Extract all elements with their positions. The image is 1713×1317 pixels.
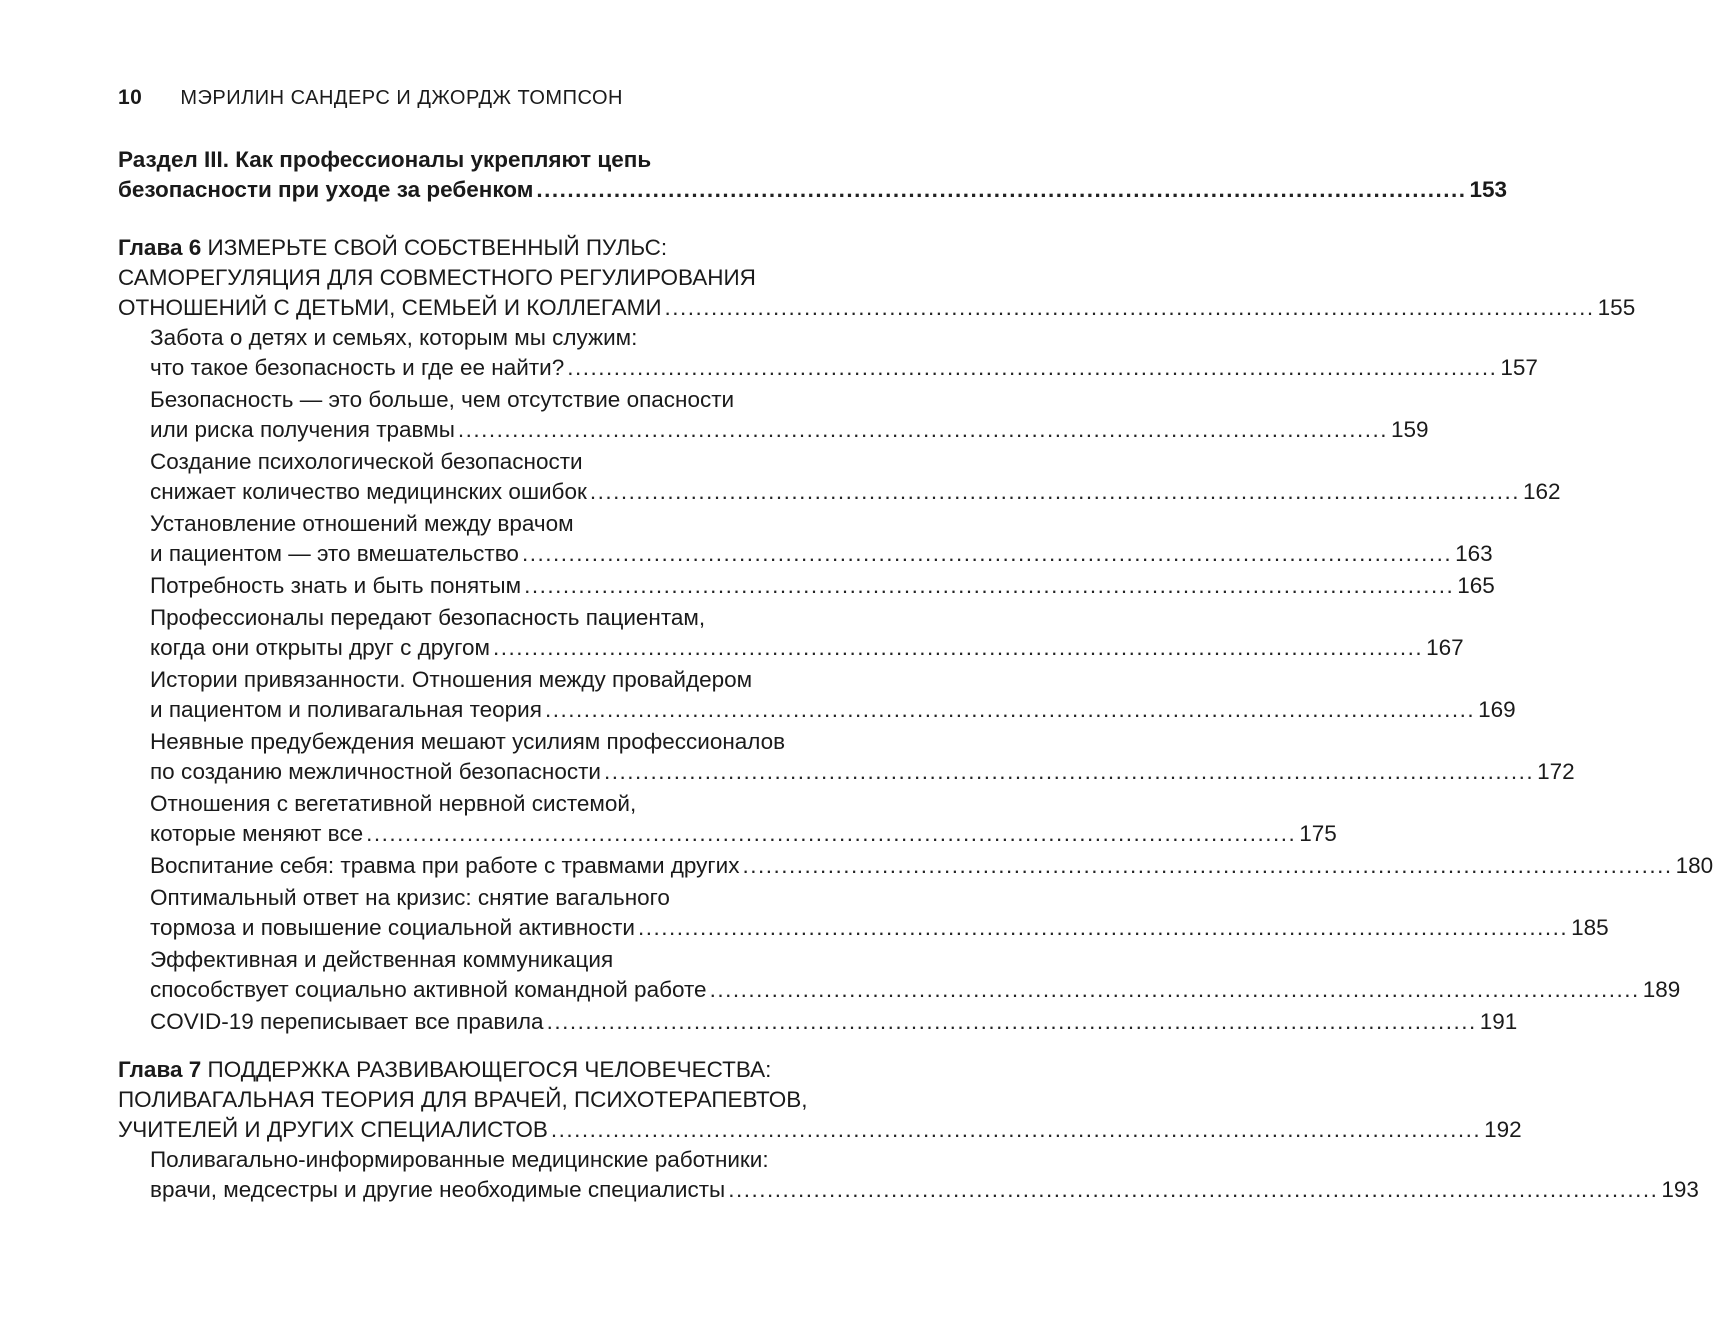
leader-dots: ........................................................................................................................: [709, 977, 1640, 1002]
toc-section-heading: [118, 145, 1508, 205]
toc-entry-title-line2: по созданию межличностной безопасности: [150, 759, 601, 784]
toc-entry-title-line2: Потребность знать и быть понятым: [150, 573, 522, 598]
toc-entry: [118, 851, 1713, 881]
leader-dots: ........................................................................................................................: [637, 915, 1569, 940]
chapter-label: Глава 6: [118, 235, 202, 260]
toc-entry-title-line2: которые меняют все: [150, 821, 364, 846]
toc-entry-title-line1: Неявные предубеждения мешают усилиям профессионалов: [150, 729, 786, 754]
leader-dots: ........................................................................................................................: [457, 417, 1389, 442]
toc-entry: [118, 447, 1561, 507]
chapter-6-entries: [118, 323, 1713, 1037]
chapter-label: Глава 7: [118, 1057, 202, 1082]
toc-entry: [118, 385, 1429, 445]
toc-entry: [118, 509, 1493, 569]
toc-entry-title-line1: Установление отношений между врачом: [150, 511, 574, 536]
toc-entry-title-line2: и пациентом и поливагальная теория: [150, 697, 542, 722]
toc-entry-title-line1: Профессионалы передают безопасность пациентам,: [150, 605, 706, 630]
chapter-title-line1: ПОДДЕРЖКА РАЗВИВАЮЩЕГОСЯ ЧЕЛОВЕЧЕСТВА:: [207, 1057, 772, 1082]
leader-dots: ........................................................................................................................: [366, 821, 1297, 846]
leader-dots: ........................................................................................................................: [544, 697, 1476, 722]
toc-entry-page-number: 159: [1391, 417, 1429, 442]
chapter-7-entries: [118, 1145, 1699, 1205]
leader-dots: ........................................................................................................................: [728, 1177, 1659, 1202]
toc-entry-title-line1: Забота о детях и семьях, которым мы служим:: [150, 325, 638, 350]
leader-dots: ........................................................................................................................: [524, 573, 1455, 598]
toc-entry: [118, 603, 1464, 663]
toc-entry: [118, 323, 1538, 383]
leader-dots: ........................................................................................................................: [521, 541, 1453, 566]
toc-entry-page-number: 193: [1661, 1177, 1699, 1202]
running-head-authors: МЭРИЛИН САНДЕРС И ДЖОРДЖ ТОМПСОН: [180, 87, 623, 109]
toc-chapter-7: [118, 1055, 1699, 1207]
toc-entry-title-line1: Оптимальный ответ на кризис: снятие вагального: [150, 885, 670, 910]
chapter-title-line2: ПОЛИВАГАЛЬНАЯ ТЕОРИЯ ДЛЯ ВРАЧЕЙ, ПСИХОТЕРАПЕВТОВ,: [118, 1087, 808, 1112]
chapter-title-line1: ИЗМЕРЬТЕ СВОЙ СОБСТВЕННЫЙ ПУЛЬС:: [207, 235, 668, 260]
toc-entry-title-line1: Эффективная и действенная коммуникация: [150, 947, 614, 972]
toc-entry-title-line1: Отношения с вегетативной нервной системой,: [150, 791, 637, 816]
toc-entry-title-line2: Воспитание себя: травма при работе с травмами других: [150, 853, 740, 878]
leader-dots: ........................................................................................................................: [550, 1117, 1482, 1142]
toc-entry-page-number: 180: [1675, 853, 1713, 878]
leader-dots: ........................................................................................................................: [567, 355, 1498, 380]
toc-entry-page-number: 189: [1642, 977, 1681, 1002]
toc-entry-page-number: 162: [1522, 479, 1561, 504]
toc-entry-title-line2: снижает количество медицинских ошибок: [150, 479, 587, 504]
toc-entry: [118, 1007, 1518, 1037]
toc-entry: [118, 727, 1575, 787]
toc-entry: [118, 665, 1516, 725]
page-number: 10: [118, 86, 143, 109]
toc-entry-title-line2: тормоза и повышение социальной активности: [150, 915, 635, 940]
toc-entry-page-number: 167: [1426, 635, 1464, 660]
toc-entry: [118, 1145, 1699, 1205]
section-title-line2: безопасности при уходе за ребенком: [118, 177, 534, 202]
toc-entry-title-line1: Истории привязанности. Отношения между провайдером: [150, 667, 753, 692]
toc-entry-title-line1: Поливагально-информированные медицинские работники:: [150, 1147, 769, 1172]
toc-entry-title-line1: Безопасность — это больше, чем отсутствие опасности: [150, 387, 735, 412]
toc-entry-page-number: 163: [1455, 541, 1493, 566]
toc-entry-page-number: 191: [1479, 1009, 1518, 1034]
toc-entry-page-number: 157: [1500, 355, 1538, 380]
toc-entry-page-number: 172: [1537, 759, 1575, 784]
toc-entry-title-line2: врачи, медсестры и другие необходимые специалисты: [150, 1177, 726, 1202]
leader-dots: ........................................................................................................................: [492, 635, 1424, 660]
running-head: [118, 86, 623, 110]
chapter-title-line2: САМОРЕГУЛЯЦИЯ ДЛЯ СОВМЕСТНОГО РЕГУЛИРОВАНИЯ: [118, 265, 756, 290]
chapter-page-number: 192: [1484, 1117, 1522, 1142]
leader-dots: ........................................................................................................................: [664, 295, 1595, 320]
chapter-title-line3: УЧИТЕЛЕЙ И ДРУГИХ СПЕЦИАЛИСТОВ: [118, 1117, 548, 1142]
leader-dots: ........................................................................................................................: [742, 853, 1673, 878]
toc-entry: [118, 883, 1609, 943]
toc-entry: [118, 571, 1495, 601]
leader-dots: ........................................................................................................................: [589, 479, 1520, 504]
leader-dots: ........................................................................................................................: [546, 1009, 1477, 1034]
toc-entry-page-number: 169: [1478, 697, 1516, 722]
toc-entry-title-line2: COVID-19 переписывает все правила: [150, 1009, 544, 1034]
toc-chapter-6: [118, 233, 1713, 1039]
section-title-line1: Раздел III. Как профессионалы укрепляют цепь: [118, 147, 652, 172]
section-page-number: 153: [1469, 177, 1508, 202]
toc-entry-title-line2: способствует социально активной командной работе: [150, 977, 707, 1002]
leader-dots: ........................................................................................................................: [536, 177, 1467, 202]
toc-entry-title-line2: когда они открыты друг с другом: [150, 635, 490, 660]
toc-entry: [118, 945, 1681, 1005]
toc-entry-title-line2: что такое безопасность и где ее найти?: [150, 355, 565, 380]
toc-entry-title-line2: или риска получения травмы: [150, 417, 455, 442]
toc-entry-page-number: 175: [1299, 821, 1337, 846]
leader-dots: ........................................................................................................................: [604, 759, 1535, 784]
toc-entry: [118, 789, 1337, 849]
chapter-title-line3: ОТНОШЕНИЙ С ДЕТЬМИ, СЕМЬЕЙ И КОЛЛЕГАМИ: [118, 295, 662, 320]
toc-entry-page-number: 165: [1457, 573, 1495, 598]
toc-entry-page-number: 185: [1571, 915, 1609, 940]
toc-entry-title-line2: и пациентом — это вмешательство: [150, 541, 519, 566]
chapter-page-number: 155: [1597, 295, 1636, 320]
toc-entry-title-line1: Создание психологической безопасности: [150, 449, 583, 474]
